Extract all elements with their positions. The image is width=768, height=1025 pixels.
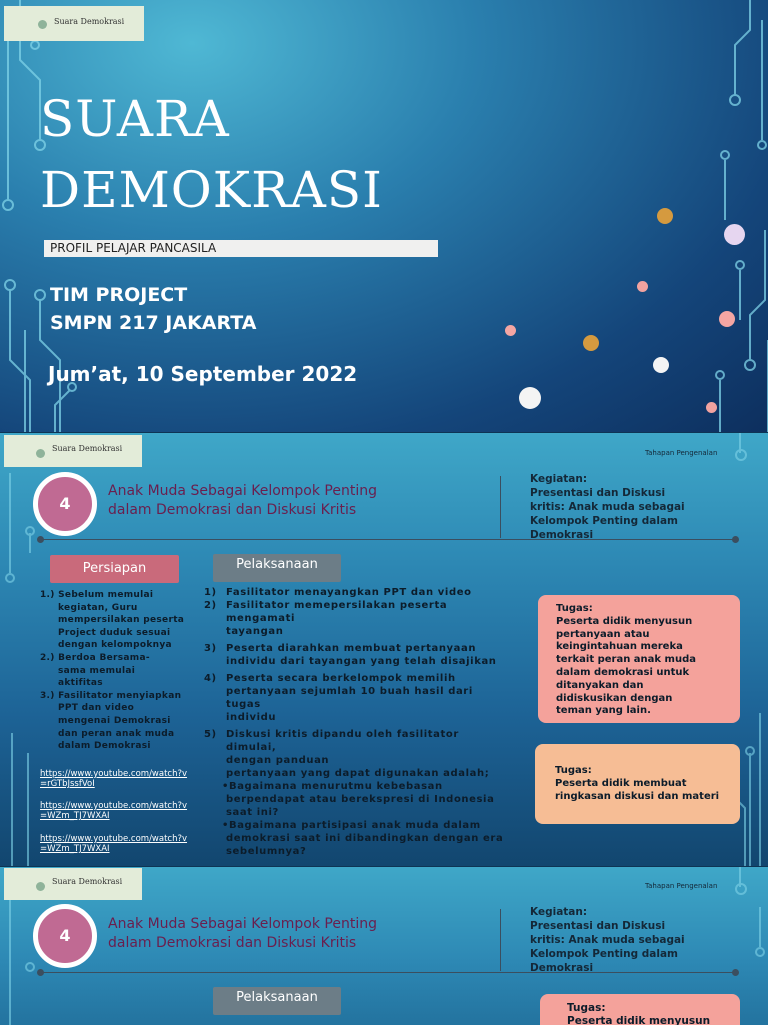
item-line: Diskusi kritis dipandu oleh fasilitator dimulai, xyxy=(226,729,459,753)
task-heading: Tugas: xyxy=(556,603,593,614)
item-line: Fasilitator memepersilakan peserta mengamati xyxy=(226,600,448,624)
item-text xyxy=(226,599,510,638)
item-text xyxy=(226,728,510,780)
item-number: 5) xyxy=(204,729,217,740)
persiapan-button[interactable]: Persiapan xyxy=(50,555,179,583)
persiapan-line: 2.) Berdoa Bersama- xyxy=(40,652,150,663)
activity-line: Kegiatan: xyxy=(530,473,588,485)
item-number: 1) xyxy=(204,587,217,598)
item-line: pertanyaan yang dapat digunakan adalah; xyxy=(226,768,490,779)
pelaksanaan-button[interactable]: Pelaksanaan xyxy=(213,554,341,582)
persiapan-list xyxy=(40,589,190,753)
link-text[interactable]: =rGTbJssfVoI xyxy=(40,779,95,789)
list-item xyxy=(204,586,510,599)
decor-dot xyxy=(505,325,516,336)
team-line-2: SMPN 217 JAKARTA xyxy=(50,312,257,334)
video-link-1[interactable] xyxy=(40,769,187,789)
task-heading: Tugas: xyxy=(555,765,592,776)
persiapan-line: dengan kelompoknya xyxy=(58,640,172,651)
persiapan-line: dan peran anak muda xyxy=(58,728,175,739)
date-label: Jum’at, 10 September 2022 xyxy=(48,362,358,386)
tag-dot-icon xyxy=(36,449,45,458)
persiapan-line: sama memulai xyxy=(58,665,136,676)
decor-dot xyxy=(519,387,541,409)
persiapan-line: mempersilakan peserta xyxy=(58,615,185,626)
activity-line: Presentasi dan Diskusi xyxy=(530,920,666,932)
persiapan-line: aktifitas xyxy=(58,678,103,689)
persiapan-line: 3.) Fasilitator menyiapkan xyxy=(40,690,182,701)
activity-line: Kegiatan: xyxy=(530,906,588,918)
task-box-1 xyxy=(538,595,740,723)
video-link-3[interactable] xyxy=(40,834,187,854)
item-line: individu xyxy=(226,712,277,723)
persiapan-line: PPT dan video xyxy=(58,703,135,714)
pelaksanaan-list xyxy=(204,586,510,858)
decor-dot xyxy=(583,335,599,351)
tag-label: Suara Demokrasi xyxy=(54,17,125,26)
detail-slide-partial xyxy=(0,866,768,1025)
stage-label: Tahapan Pengenalan xyxy=(645,449,718,457)
task-box-1 xyxy=(540,994,740,1025)
link-text[interactable]: https://www.youtube.com/watch?v xyxy=(40,769,188,779)
task-line: Peserta didik menyusun xyxy=(567,1015,711,1025)
activity-line: Kelompok Penting dalam xyxy=(530,515,678,527)
tag-label: Suara Demokrasi xyxy=(52,444,123,453)
task-line: teman yang lain. xyxy=(556,705,651,717)
slide-heading-1: Anak Muda Sebagai Kelompok Penting xyxy=(108,483,377,499)
task-line: ditanyakan dan xyxy=(556,679,644,691)
slide-heading-2: dalam Demokrasi dan Diskusi Kritis xyxy=(108,935,357,951)
stage-label: Tahapan Pengenalan xyxy=(645,882,718,890)
slide-heading-2: dalam Demokrasi dan Diskusi Kritis xyxy=(108,502,357,518)
activity-line: Presentasi dan Diskusi xyxy=(530,487,666,499)
tag-dot-icon xyxy=(38,20,47,29)
question-line: saat ini? xyxy=(226,807,279,818)
title-line-1: SUARA xyxy=(40,90,230,148)
item-text xyxy=(226,642,497,668)
question-line: demokrasi saat ini dibandingkan dengan era xyxy=(226,833,504,844)
task-line: keingintahuan mereka xyxy=(556,641,683,653)
slide-tag xyxy=(4,435,142,467)
divider-vertical xyxy=(500,909,501,971)
decor-dot xyxy=(724,224,745,245)
detail-slide xyxy=(0,432,768,866)
activity-line: Demokrasi xyxy=(530,962,594,974)
item-number: 2) xyxy=(204,600,217,611)
persiapan-line: Project duduk sesuai xyxy=(58,627,171,638)
link-text[interactable]: =WZm_TJ7WXAI xyxy=(40,811,110,821)
question-line: •Bagaimana menurutmu kebebasan xyxy=(222,781,443,792)
list-item xyxy=(204,672,510,724)
video-link-2[interactable] xyxy=(40,801,187,821)
decor-dot xyxy=(657,208,673,224)
task-line: Peserta didik menyusun xyxy=(556,615,693,627)
step-number-badge: 4 xyxy=(33,472,97,536)
discussion-question xyxy=(204,780,510,858)
team-line-1: TIM PROJECT xyxy=(50,284,188,306)
task-box-2 xyxy=(535,744,740,824)
item-number: 3) xyxy=(204,643,217,654)
decor-dot xyxy=(637,281,648,292)
question-line: •Bagaimana partisipasi anak muda dalam xyxy=(222,820,481,831)
persiapan-line: kegiatan, Guru xyxy=(58,602,138,613)
pelaksanaan-button[interactable]: Pelaksanaan xyxy=(213,987,341,1015)
list-item xyxy=(204,728,510,780)
decor-dot xyxy=(653,357,669,373)
list-item xyxy=(204,599,510,638)
persiapan-line: mengenai Demokrasi xyxy=(58,715,171,726)
task-line: dalam demokrasi untuk xyxy=(556,666,690,678)
item-line: pertanyaan sejumlah 10 buah hasil dari tugas xyxy=(226,686,473,710)
persiapan-line: dalam Demokrasi xyxy=(58,741,151,752)
activity-line: Demokrasi xyxy=(530,529,594,541)
task-line: didiskusikan dengan xyxy=(556,692,673,704)
decor-dot xyxy=(719,311,735,327)
divider-vertical xyxy=(500,476,501,538)
item-text xyxy=(226,586,472,599)
activity-line: kritis: Anak muda sebagai xyxy=(530,934,685,946)
persiapan-line: 1.) Sebelum memulai xyxy=(40,590,154,600)
task-heading: Tugas: xyxy=(567,1002,606,1014)
decor-dot xyxy=(706,402,717,413)
item-line: Fasilitator menayangkan PPT dan video xyxy=(226,587,472,598)
task-line: ringkasan diskusi dan materi xyxy=(555,791,720,802)
question-line: sebelumnya? xyxy=(226,846,307,857)
item-text xyxy=(226,672,510,724)
activity-line: Kelompok Penting dalam xyxy=(530,948,678,960)
list-item xyxy=(204,642,510,668)
question-line: berpendapat atau berekspresi di Indonesia xyxy=(226,794,495,805)
circuit-decoration-right xyxy=(680,0,768,432)
item-line: individu dari tayangan yang telah disajikan xyxy=(226,656,497,667)
activity-box xyxy=(530,905,685,975)
tag-label: Suara Demokrasi xyxy=(52,877,123,886)
task-line: Peserta didik membuat xyxy=(555,778,687,789)
title-slide xyxy=(0,0,768,432)
tag-dot-icon xyxy=(36,882,45,891)
subtitle-bar: PROFIL PELAJAR PANCASILA xyxy=(44,240,438,257)
item-number: 4) xyxy=(204,673,217,684)
item-line: tayangan xyxy=(226,626,284,637)
link-text[interactable]: https://www.youtube.com/watch?v xyxy=(40,834,188,844)
step-number-badge: 4 xyxy=(33,904,97,968)
slide-tag xyxy=(4,868,142,900)
task-line: terkait peran anak muda xyxy=(556,654,696,666)
slide-tag xyxy=(4,6,144,41)
activity-line: kritis: Anak muda sebagai xyxy=(530,501,685,513)
link-text[interactable]: =WZm_TJ7WXAI xyxy=(40,844,110,854)
task-line: pertanyaan atau xyxy=(556,628,650,640)
item-line: dengan panduan xyxy=(226,755,330,766)
title-line-2: DEMOKRASI xyxy=(40,161,383,219)
link-text[interactable]: https://www.youtube.com/watch?v xyxy=(40,801,188,811)
item-line: Peserta secara berkelompok memilih xyxy=(226,673,456,684)
slide-heading-1: Anak Muda Sebagai Kelompok Penting xyxy=(108,916,377,932)
activity-box xyxy=(530,472,685,542)
item-line: Peserta diarahkan membuat pertanyaan xyxy=(226,643,477,654)
